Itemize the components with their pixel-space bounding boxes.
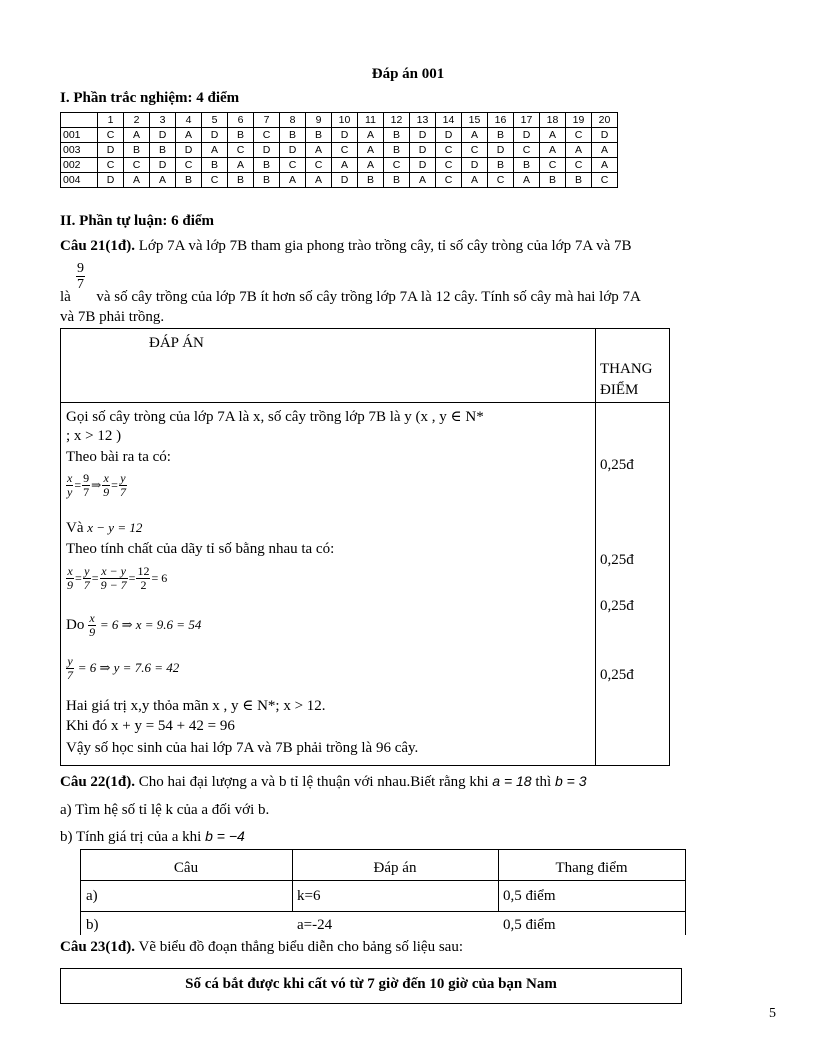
grid-row-code: 003 [61, 143, 98, 158]
grid-column-header: 4 [176, 113, 202, 128]
grid-answer-cell: C [98, 158, 124, 173]
grid-column-header: 6 [228, 113, 254, 128]
grid-answer-cell: B [384, 173, 410, 188]
grid-answer-cell: B [254, 173, 280, 188]
q22-header-answer: Đáp án [373, 860, 417, 876]
grid-answer-cell: C [384, 158, 410, 173]
grid-answer-cell: C [566, 128, 592, 143]
q21-score-4: 0,25đ [600, 667, 634, 683]
q23-line [60, 937, 780, 958]
q21-line10: Hai giá trị x,y thỏa mãn x , y ∈ N*; x > 12. [66, 698, 326, 714]
answer-grid [60, 112, 618, 188]
grid-answer-cell: B [124, 143, 150, 158]
grid-answer-cell: A [514, 173, 540, 188]
grid-answer-cell: B [358, 173, 384, 188]
grid-row [61, 173, 618, 188]
page-number: 5 [769, 1006, 776, 1021]
q21-text1: Lớp 7A và lớp 7B tham gia phong trào trồng cây, tỉ số cây tròng của lớp 7A và 7B [135, 238, 632, 254]
page-title: Đáp án 001 [371, 66, 445, 82]
q21-line8-math: = 6 ⇒ x = 9.6 = 54 [99, 616, 202, 632]
grid-answer-cell: C [306, 158, 332, 173]
q23-text: Vẽ biểu đồ đoạn thẳng biểu diễn cho bảng số liệu sau: [135, 939, 464, 955]
grid-answer-cell: B [488, 158, 514, 173]
grid-row-code: 004 [61, 173, 98, 188]
grid-answer-cell: D [462, 158, 488, 173]
q22-row1-score: 0,5 điểm [503, 888, 556, 904]
grid-answer-cell: B [228, 128, 254, 143]
grid-answer-cell: C [514, 143, 540, 158]
q21-head-score: THANG ĐIỂM [600, 361, 653, 398]
q22-header-question: Câu [173, 860, 199, 876]
grid-column-header: 19 [566, 113, 592, 128]
q21-line8: Do $\frac{x}{9}$ = 6 ⇒ x = 9.6 = 54 [66, 611, 202, 639]
q22-b-cond: b = −4 [205, 828, 245, 844]
grid-answer-cell: A [306, 173, 332, 188]
q22-row2-answer: a=-24 [297, 917, 333, 933]
grid-answer-cell: C [176, 158, 202, 173]
grid-answer-cell: D [280, 143, 306, 158]
q22-label: Câu 22(1đ). [60, 774, 136, 790]
grid-row [61, 128, 618, 143]
q21-score-2: 0,25đ [600, 552, 634, 568]
q22-text: Cho hai đại lượng a và b tỉ lệ thuận với nhau.Biết rằng khi [135, 774, 489, 790]
grid-answer-cell: A [566, 143, 592, 158]
grid-answer-cell: A [410, 173, 436, 188]
grid-answer-cell: B [202, 158, 228, 173]
grid-column-header: 9 [306, 113, 332, 128]
q22-answer-table [80, 849, 686, 935]
grid-column-header: 8 [280, 113, 306, 128]
q21-line5-pre: Và [66, 520, 84, 536]
q21-line8-pre: Do [66, 616, 85, 633]
grid-answer-cell: A [358, 143, 384, 158]
grid-answer-cell: C [436, 173, 462, 188]
grid-answer-cell: D [98, 173, 124, 188]
q21-fraction-numerator: 9 [77, 261, 84, 276]
grid-answer-cell: A [358, 128, 384, 143]
grid-answer-cell: A [540, 128, 566, 143]
grid-column-header: 15 [462, 113, 488, 128]
q21-answer-table [60, 328, 670, 766]
grid-answer-cell: B [488, 128, 514, 143]
grid-answer-cell: D [514, 128, 540, 143]
q21-line9-math: = 6 ⇒ y = 7.6 = 42 [77, 659, 180, 675]
q21-label: Câu 21(1đ). [60, 238, 136, 254]
q21-line1 [60, 236, 780, 257]
grid-column-header: 20 [592, 113, 618, 128]
q23-table-title: Số cá bắt được khi cất vó từ 7 giờ đến 10 giờ của bạn Nam [60, 968, 682, 1004]
grid-answer-cell: C [280, 158, 306, 173]
grid-answer-cell: A [540, 143, 566, 158]
q21-chain-equation: $\frac{x}{9}$ = $\frac{y}{7}$ = $\frac{x - y}{9 - 7}$ = $\frac{12}{2}$ = 6 [67, 564, 168, 592]
grid-answer-cell: C [566, 158, 592, 173]
q23-label: Câu 23(1đ). [60, 939, 136, 955]
grid-column-header: 14 [436, 113, 462, 128]
q21-line5-math: x − y = 12 [87, 520, 143, 535]
q22-a-text: a) Tìm hệ số tỉ lệ k của a đối với b. [60, 802, 270, 818]
grid-column-header: 2 [124, 113, 150, 128]
grid-answer-cell: A [306, 143, 332, 158]
grid-answer-cell: B [306, 128, 332, 143]
grid-column-header: 3 [150, 113, 176, 128]
grid-answer-cell: A [228, 158, 254, 173]
grid-row [61, 143, 618, 158]
grid-answer-cell: D [150, 158, 176, 173]
q22-cond2: b = 3 [554, 773, 587, 789]
q21-line2 [60, 287, 780, 308]
grid-answer-cell: A [592, 143, 618, 158]
grid-column-header: 10 [332, 113, 358, 128]
grid-column-header: 18 [540, 113, 566, 128]
grid-answer-cell: A [176, 128, 202, 143]
grid-answer-cell: A [280, 173, 306, 188]
grid-answer-cell: A [150, 173, 176, 188]
q21-fraction-denominator: 7 [77, 277, 84, 292]
q21-line9: $\frac{y}{7}$ = 6 ⇒ y = 7.6 = 42 [67, 654, 180, 682]
grid-answer-cell: B [566, 173, 592, 188]
grid-column-header: 11 [358, 113, 384, 128]
q21-score-3: 0,25đ [600, 598, 634, 614]
grid-answer-cell: C [540, 158, 566, 173]
q22-row1-answer: k=6 [297, 888, 321, 904]
q21-line11: Khi đó x + y = 54 + 42 = 96 [66, 718, 235, 734]
grid-answer-cell: D [332, 128, 358, 143]
q22-row1-question: a) [86, 888, 98, 904]
q22-mid: thì [535, 774, 552, 790]
grid-answer-cell: C [488, 173, 514, 188]
grid-column-header: 1 [98, 113, 124, 128]
grid-answer-cell: D [488, 143, 514, 158]
grid-corner-cell [61, 113, 98, 128]
q22-b-line [60, 826, 780, 848]
grid-answer-cell: A [592, 158, 618, 173]
grid-column-header: 17 [514, 113, 540, 128]
grid-answer-cell: B [384, 143, 410, 158]
grid-answer-cell: C [592, 173, 618, 188]
grid-row [61, 158, 618, 173]
grid-answer-cell: D [410, 128, 436, 143]
part1-heading: I. Phần trắc nghiệm: 4 điểm [60, 90, 240, 106]
grid-answer-cell: A [462, 173, 488, 188]
q22-row2-score: 0,5 điểm [503, 917, 556, 933]
grid-column-header: 16 [488, 113, 514, 128]
q21-ratio-equation: $\frac{x}{y}$ = $\frac{9}{7}$ ⇒ $\frac{x}{9}$ = $\frac{y}{7}$ [67, 471, 126, 499]
grid-column-header: 13 [410, 113, 436, 128]
q22-line [60, 771, 780, 793]
q22-row2-question: b) [86, 917, 99, 933]
grid-answer-cell: A [462, 128, 488, 143]
grid-answer-cell: D [176, 143, 202, 158]
grid-answer-cell: D [202, 128, 228, 143]
grid-answer-cell: D [436, 128, 462, 143]
grid-answer-cell: C [202, 173, 228, 188]
grid-answer-cell: C [228, 143, 254, 158]
grid-answer-cell: D [254, 143, 280, 158]
q22-header-score: Thang điểm [555, 860, 628, 876]
grid-answer-cell: B [384, 128, 410, 143]
grid-answer-cell: D [410, 143, 436, 158]
grid-answer-cell: A [332, 158, 358, 173]
grid-answer-cell: D [410, 158, 436, 173]
q21-text3: và 7B phải trồng. [60, 309, 165, 325]
q22-b-text: b) Tính giá trị của a khi [60, 829, 202, 845]
grid-header-row [61, 113, 618, 128]
grid-answer-cell: B [176, 173, 202, 188]
q21-line6: Theo tính chất của dãy tỉ số bằng nhau ta có: [66, 541, 335, 557]
grid-row-code: 002 [61, 158, 98, 173]
q21-head-answer: ĐÁP ÁN [149, 335, 204, 351]
grid-answer-cell: B [254, 158, 280, 173]
q21-line2: ; x > 12 ) [66, 428, 122, 444]
q21-line12: Vậy số học sinh của hai lớp 7A và 7B phải trồng là 96 cây. [66, 740, 419, 756]
grid-answer-cell: C [332, 143, 358, 158]
grid-answer-cell: D [592, 128, 618, 143]
grid-answer-cell: B [150, 143, 176, 158]
grid-answer-cell: A [358, 158, 384, 173]
grid-answer-cell: B [514, 158, 540, 173]
q21-line3: Theo bài ra ta có: [66, 449, 171, 465]
grid-answer-cell: C [436, 158, 462, 173]
grid-answer-cell: D [332, 173, 358, 188]
grid-answer-cell: B [280, 128, 306, 143]
grid-answer-cell: C [436, 143, 462, 158]
grid-column-header: 5 [202, 113, 228, 128]
q21-line5 [66, 520, 142, 537]
q21-score-1: 0,25đ [600, 457, 634, 473]
part2-heading: II. Phần tự luận: 6 điểm [60, 213, 215, 229]
q21-line1: Gọi số cây tròng của lớp 7A là x, số cây trồng lớp 7B là y (x , y ∈ N* [66, 409, 484, 425]
grid-answer-cell: C [254, 128, 280, 143]
grid-column-header: 12 [384, 113, 410, 128]
grid-answer-cell: C [124, 158, 150, 173]
grid-answer-cell: A [202, 143, 228, 158]
q21-text2-pre: là [60, 289, 71, 305]
grid-column-header: 7 [254, 113, 280, 128]
q21-text2: và số cây trồng của lớp 7B ít hơn số cây trồng lớp 7A là 12 cây. Tính số cây mà hai lớp 7A [96, 289, 641, 305]
grid-answer-cell: C [98, 128, 124, 143]
grid-answer-cell: B [228, 173, 254, 188]
grid-answer-cell: A [124, 173, 150, 188]
grid-answer-cell: B [540, 173, 566, 188]
grid-answer-cell: A [124, 128, 150, 143]
grid-answer-cell: D [150, 128, 176, 143]
grid-answer-cell: D [98, 143, 124, 158]
q22-cond1: a = 18 [492, 773, 532, 789]
grid-row-code: 001 [61, 128, 98, 143]
grid-answer-cell: C [462, 143, 488, 158]
